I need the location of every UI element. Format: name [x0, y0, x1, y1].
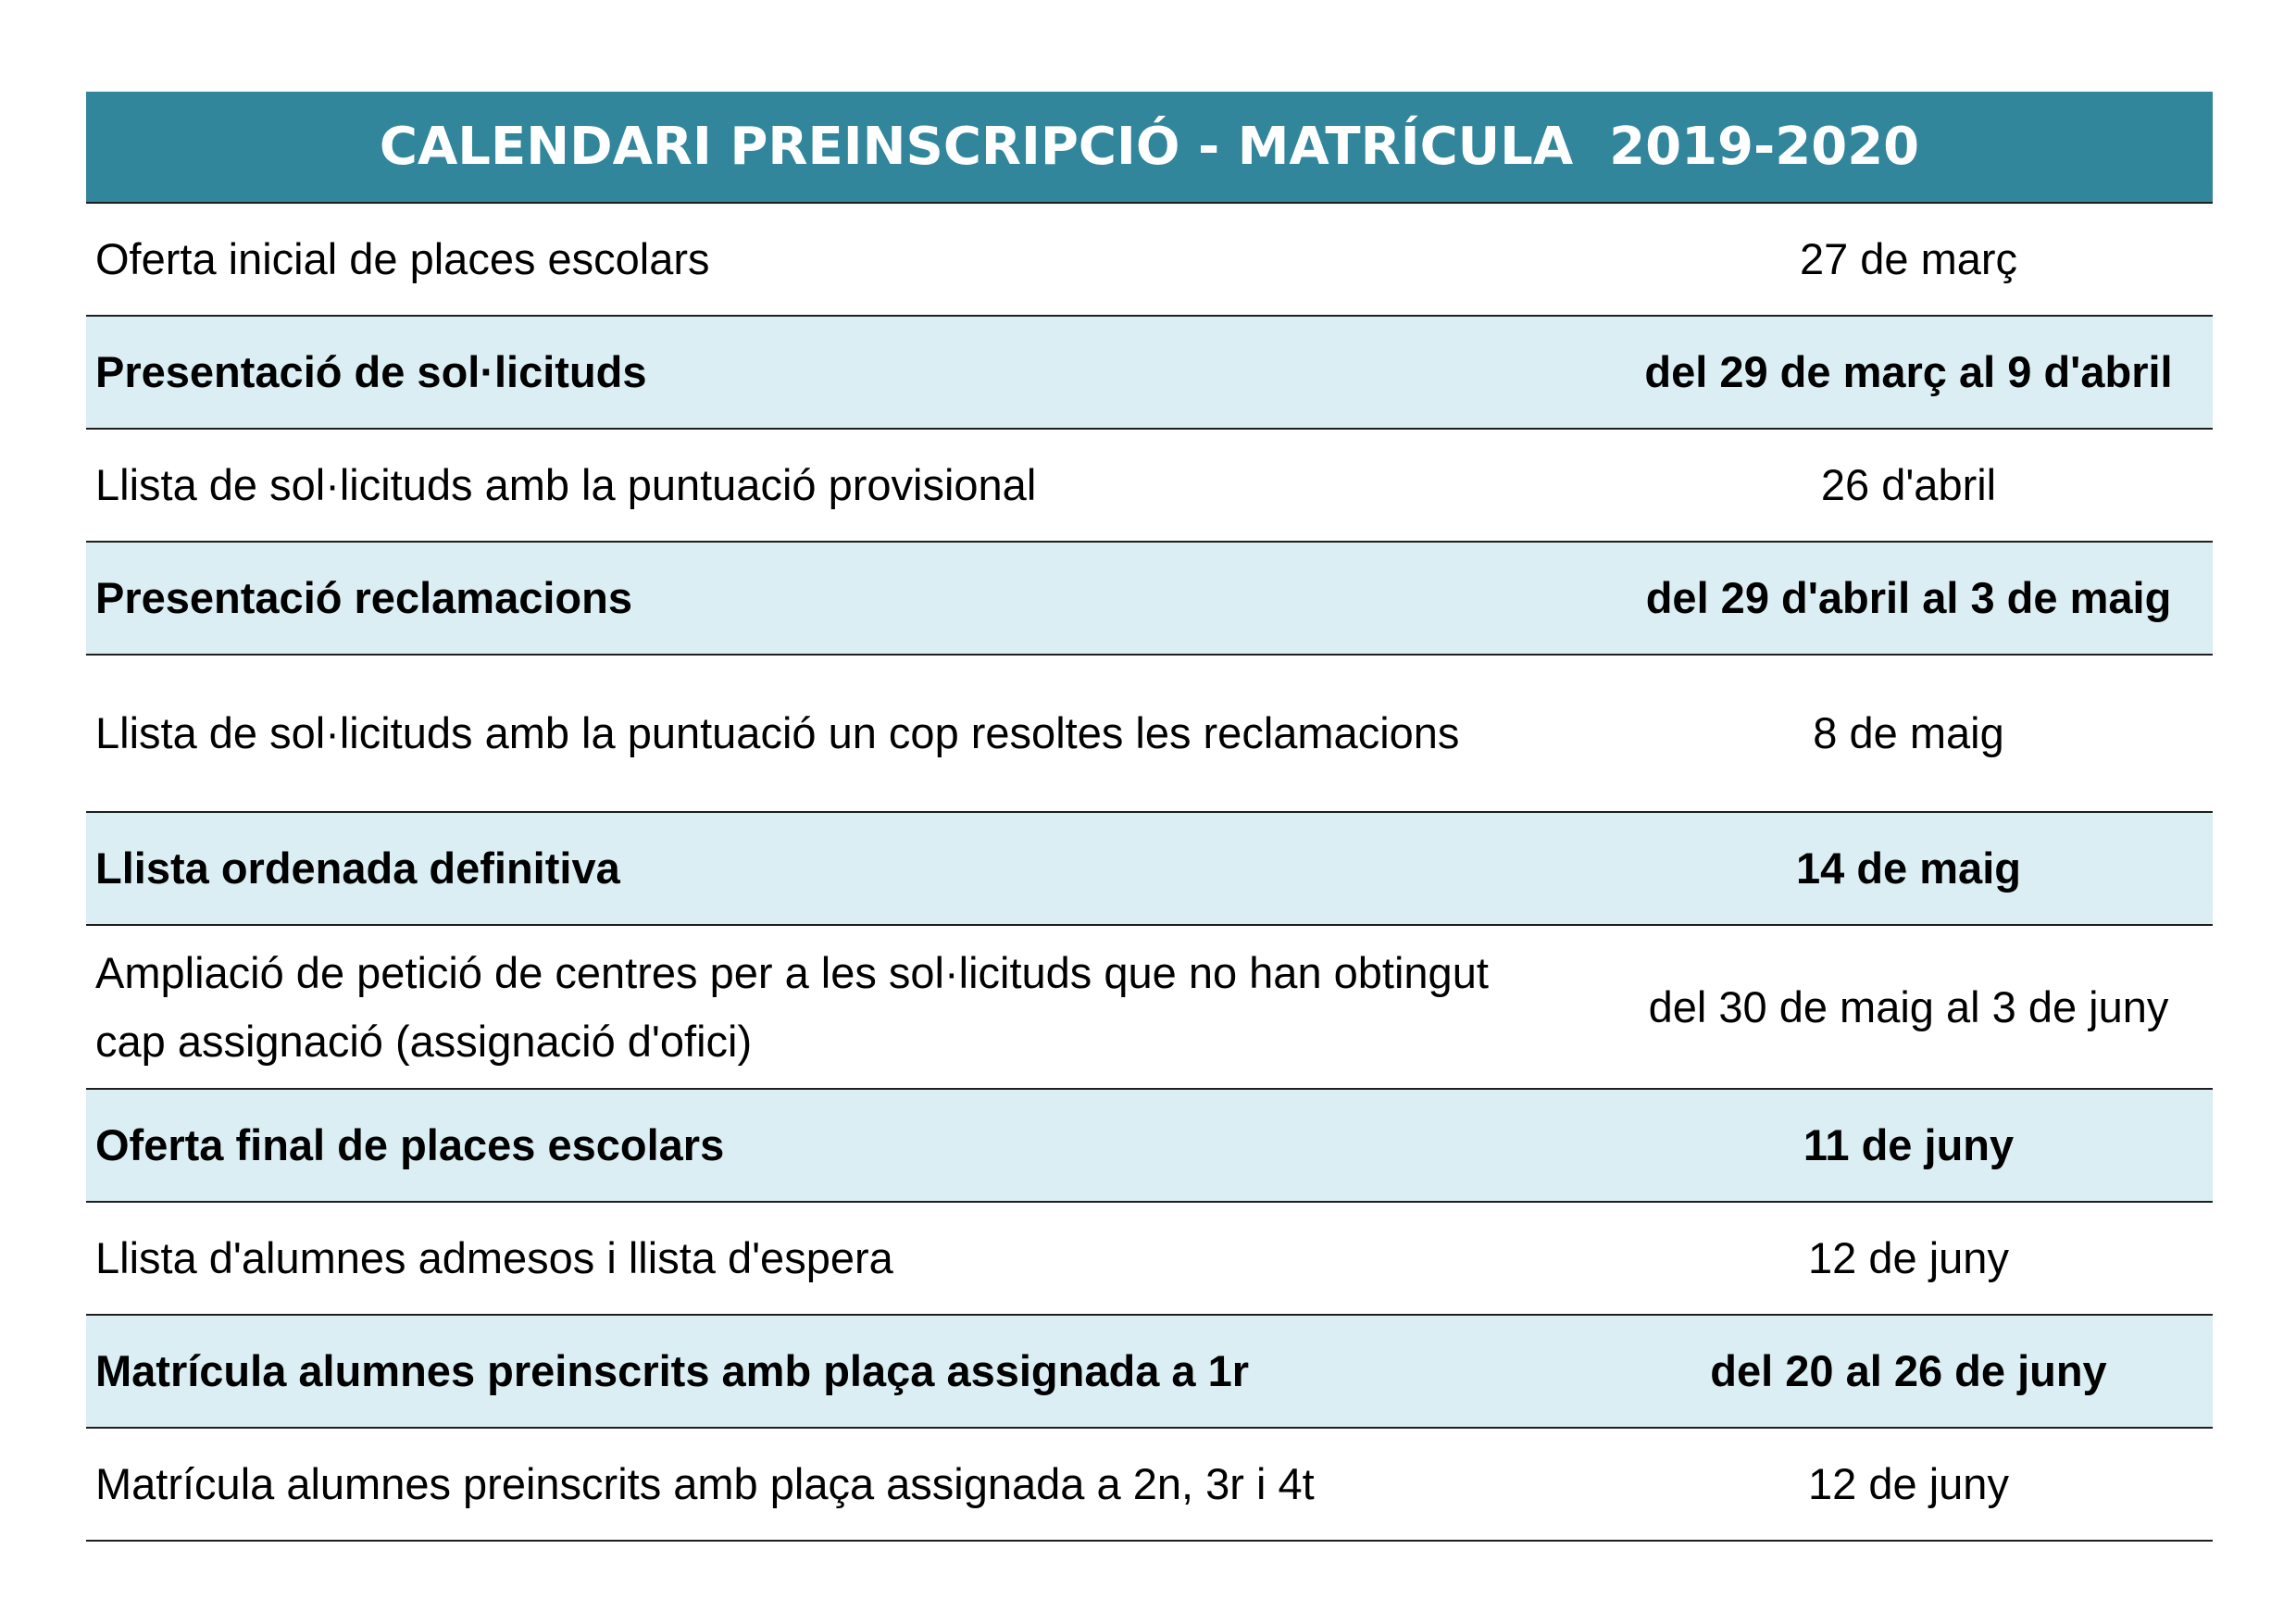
- row-date: del 29 d'abril al 3 de maig: [1645, 573, 2172, 622]
- table-row: [86, 1090, 2213, 1203]
- row-date: 11 de juny: [1803, 1120, 2015, 1169]
- table-row: [86, 1316, 2213, 1429]
- row-date: 26 d'abril: [1820, 460, 1997, 509]
- row-label: Llista d'alumnes admesos i llista d'espera: [95, 1233, 893, 1282]
- table-row: [86, 813, 2213, 926]
- table-row: [86, 317, 2213, 430]
- row-label: Llista ordenada definitiva: [95, 843, 620, 893]
- row-label: Matrícula alumnes preinscrits amb plaça assignada a 2n, 3r i 4t: [95, 1459, 1315, 1508]
- row-date: 12 de juny: [1808, 1459, 2009, 1508]
- table-header: [86, 92, 2213, 204]
- table-row: [86, 1203, 2213, 1316]
- row-date: 27 de març: [1799, 234, 2018, 283]
- table-row: [86, 204, 2213, 317]
- row-label: Presentació de sol·licituds: [95, 347, 647, 396]
- row-date: 14 de maig: [1796, 843, 2021, 893]
- row-label: Oferta inicial de places escolars: [95, 234, 710, 283]
- row-label: Ampliació de petició de centres per a les sol·licituds que no han obtingut cap assignació (assignació d'ofici): [95, 947, 1489, 1066]
- row-date: del 29 de març al 9 d'abril: [1644, 347, 2173, 396]
- row-label: Matrícula alumnes preinscrits amb plaça assignada a 1r: [95, 1346, 1250, 1395]
- table-row: [86, 1429, 2213, 1542]
- row-label: Oferta final de places escolars: [95, 1120, 725, 1169]
- table-row: [86, 430, 2213, 543]
- table-row: [86, 926, 2213, 1090]
- table-row: [86, 543, 2213, 656]
- row-date: 8 de maig: [1813, 708, 2004, 757]
- row-date: 12 de juny: [1808, 1233, 2009, 1282]
- calendar-table: [86, 92, 2213, 1542]
- page-title: CALENDARI PREINSCRIPCIÓ - MATRÍCULA 2019-2020: [379, 117, 1920, 177]
- row-date: del 30 de maig al 3 de juny: [1648, 981, 2169, 1031]
- row-label: Llista de sol·licituds amb la puntuació provisional: [95, 460, 1037, 509]
- row-label: Llista de sol·licituds amb la puntuació un cop resoltes les reclamacions: [95, 708, 1460, 757]
- row-label: Presentació reclamacions: [95, 573, 632, 622]
- row-date: del 20 al 26 de juny: [1710, 1346, 2107, 1395]
- table-row: [86, 656, 2213, 813]
